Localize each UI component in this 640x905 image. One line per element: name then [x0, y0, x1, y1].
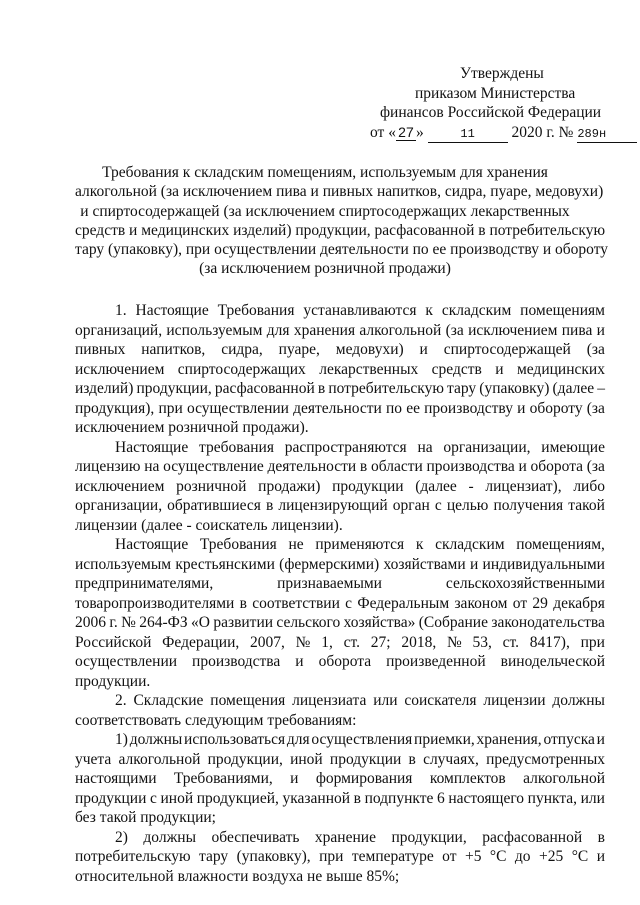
- body-word: признаваемыми: [277, 575, 382, 592]
- body-word: товаропроизводителями: [75, 594, 235, 612]
- body-word: 8417),: [529, 633, 570, 651]
- body-word: продукции,: [207, 750, 283, 768]
- body-word: законом: [454, 594, 508, 612]
- order-number: 289н: [577, 127, 637, 143]
- body-word: 53,: [472, 633, 492, 651]
- body-word: алкогольной: [523, 770, 605, 787]
- body-word: (Собрание: [418, 614, 488, 631]
- title-line: Требования к складским помещениям, используемым для хранения: [102, 164, 548, 181]
- body-word: для: [266, 321, 290, 339]
- body-line: [75, 516, 605, 536]
- body-word: устанавливаются: [303, 302, 417, 319]
- body-line: [75, 847, 605, 867]
- body-word: организации,: [75, 497, 163, 514]
- body-word: ст.: [343, 633, 360, 651]
- body-word: должны: [129, 731, 183, 748]
- body-word: декабря: [553, 594, 605, 612]
- body-word: от: [442, 848, 457, 865]
- body-word: (за: [586, 341, 605, 358]
- document-body: [75, 301, 605, 886]
- body-word: производству: [424, 399, 513, 417]
- body-word: получения: [493, 497, 564, 514]
- body-word: с: [345, 594, 353, 612]
- body-word: расфасованной: [482, 828, 583, 846]
- body-word: в: [408, 750, 416, 768]
- body-line: [75, 789, 605, 809]
- body-word: продукции: [329, 750, 402, 768]
- body-word: соответствовать следующим требованиям:: [75, 711, 357, 729]
- body-word: с: [434, 497, 442, 514]
- body-word: Требованиями,: [173, 770, 273, 787]
- approval-line-3: финансов Российской Федерации: [380, 104, 602, 121]
- body-word: законодательства: [491, 614, 605, 631]
- body-word: хранения,: [476, 731, 542, 748]
- body-line: [75, 555, 605, 575]
- body-word: в: [359, 458, 368, 475]
- body-word: °С: [571, 848, 589, 865]
- body-word: продукции: [75, 789, 147, 807]
- body-word: лицензиата: [292, 692, 367, 709]
- body-word: отпуска: [543, 731, 595, 748]
- body-word: исключением: [75, 477, 165, 495]
- body-word: и: [295, 653, 304, 670]
- body-word: алкогольной: [359, 321, 442, 339]
- body-word: крестьянскими: [175, 555, 275, 573]
- body-word: Настоящие: [115, 438, 189, 456]
- body-word: имеющие: [541, 438, 605, 456]
- body-line: [75, 321, 605, 341]
- title-line: (за исключением розничной продажи): [199, 260, 451, 278]
- body-word: 6: [436, 789, 445, 807]
- approval-stamp: [360, 64, 610, 143]
- body-word: и: [495, 360, 504, 378]
- approval-line-2: приказом Министерства: [415, 84, 576, 102]
- body-word: лицензиат),: [485, 477, 562, 495]
- body-line: [75, 672, 605, 692]
- body-word: Требования: [217, 302, 295, 319]
- body-word: орган: [392, 497, 430, 514]
- body-word: либо: [573, 477, 605, 495]
- body-word: 29: [532, 594, 548, 612]
- body-word: спиртосодержащих: [177, 360, 306, 378]
- body-word: 2): [115, 828, 128, 846]
- body-word: «О: [191, 614, 210, 631]
- body-word: винодельческой: [500, 653, 605, 670]
- body-word: комплектов: [429, 770, 506, 787]
- body-line: [75, 457, 605, 477]
- body-word: тару: [447, 380, 477, 397]
- body-word: медицинских: [516, 360, 605, 378]
- body-word: №: [121, 614, 136, 631]
- body-word: осуществление: [163, 458, 264, 475]
- body-word: иной: [160, 789, 194, 807]
- body-word: обратившиеся: [167, 497, 261, 514]
- body-line: [75, 867, 605, 887]
- body-word: применяются: [315, 536, 405, 553]
- body-line: [75, 594, 605, 614]
- body-word: области: [370, 458, 423, 475]
- body-word: для: [286, 731, 310, 748]
- body-line: [75, 769, 605, 789]
- body-word: соискателя: [404, 692, 477, 709]
- body-word: и: [596, 321, 605, 339]
- body-line: [75, 652, 605, 672]
- body-word: относительной влажности воздуха не выше 85%;: [75, 867, 400, 885]
- body-word: осуществлении: [186, 399, 289, 417]
- body-word: лекарственных: [319, 360, 419, 378]
- body-word: (упаковку),: [236, 848, 311, 865]
- body-word: хозяйствами: [383, 555, 466, 573]
- body-word: развитии: [213, 614, 274, 631]
- body-word: средств: [431, 360, 482, 378]
- body-word: лицензию: [75, 458, 141, 475]
- body-word: (за: [586, 399, 605, 417]
- title-line: тару (упаковку), при осуществлении деятельности по ее производству и обороту: [75, 241, 609, 259]
- body-word: индивидуальными: [482, 555, 605, 573]
- body-word: используемым: [75, 555, 172, 573]
- body-word: складским: [441, 302, 512, 319]
- body-word: должны: [552, 692, 605, 709]
- body-line: [75, 808, 605, 828]
- body-word: –: [597, 380, 605, 397]
- date-year: 2020 г. №: [511, 123, 574, 141]
- body-word: Складские: [133, 692, 204, 709]
- body-word: 1): [115, 731, 128, 748]
- body-word: от: [512, 594, 528, 612]
- body-word: и: [517, 399, 526, 417]
- body-word: (далее: [552, 380, 595, 397]
- body-word: спиртосодержащей: [443, 341, 571, 358]
- body-word: розничной: [176, 477, 247, 495]
- body-word: +5: [464, 848, 482, 865]
- body-line: [75, 691, 605, 711]
- body-word: подпункте: [364, 789, 434, 807]
- body-word: 264-ФЗ: [139, 614, 188, 631]
- body-word: лицензии: [483, 692, 546, 709]
- body-word: обороту: [529, 399, 583, 417]
- body-word: Настоящие: [115, 536, 189, 553]
- body-word: случаях,: [423, 750, 479, 768]
- body-word: 1,: [321, 633, 333, 651]
- date-month: 11: [428, 127, 508, 143]
- body-word: (фермерскими): [279, 555, 380, 573]
- body-word: напитков,: [141, 341, 206, 358]
- body-line: [75, 477, 605, 497]
- body-word: хранение: [314, 828, 376, 846]
- body-word: продукцией,: [196, 789, 279, 807]
- body-word: Федеральным: [357, 594, 450, 612]
- body-word: продукции.: [75, 672, 151, 690]
- body-word: складским: [435, 536, 505, 553]
- body-word: пивных: [75, 341, 126, 358]
- body-line: [75, 399, 605, 419]
- body-word: Федерации,: [162, 633, 240, 651]
- body-line: [75, 496, 605, 516]
- date-prefix: от «: [370, 123, 396, 141]
- body-word: Российской: [75, 633, 152, 651]
- body-word: г.: [109, 614, 118, 631]
- body-word: использоваться: [184, 731, 286, 748]
- body-word: не: [288, 536, 304, 553]
- body-word: в: [317, 380, 326, 397]
- body-line: [75, 438, 605, 458]
- body-word: обеспечивать: [211, 828, 300, 846]
- approval-date-line: [360, 123, 610, 143]
- body-line: [75, 750, 605, 770]
- body-word: пива: [561, 321, 593, 339]
- body-word: целью: [446, 497, 489, 514]
- body-word: 27;: [370, 633, 391, 651]
- body-word: пункта,: [527, 789, 578, 807]
- body-line: [75, 418, 605, 438]
- body-word: -: [468, 477, 474, 495]
- title-line: алкогольной (за исключением пива и пивных напитков, сидра, пуаре, медовухи): [75, 183, 604, 201]
- body-line: [75, 828, 605, 848]
- body-word: распространяются: [284, 438, 407, 456]
- body-word: 2007,: [250, 633, 285, 651]
- body-word: в: [239, 594, 247, 612]
- body-word: на: [144, 458, 160, 475]
- title-line: средств и медицинских изделий) продукции, расфасованной в потребительскую: [75, 221, 606, 239]
- body-word: лицензирующий: [278, 497, 388, 514]
- body-word: к: [415, 536, 424, 553]
- body-word: продукция),: [75, 399, 155, 417]
- body-word: (за: [586, 458, 605, 475]
- body-word: 2018,: [401, 633, 437, 651]
- body-line: [75, 379, 605, 399]
- body-word: приемки,: [414, 731, 475, 748]
- date-day: 27: [396, 125, 416, 141]
- body-word: (упаковку): [479, 380, 550, 397]
- body-word: требования: [199, 438, 274, 456]
- body-word: Настоящие: [135, 302, 209, 319]
- body-word: хранения: [293, 321, 356, 339]
- body-word: °С: [489, 848, 507, 865]
- body-word: продукции: [332, 477, 404, 495]
- body-word: формирования: [315, 770, 413, 787]
- body-word: организаций,: [75, 321, 163, 339]
- body-word: и: [469, 555, 479, 573]
- body-word: хозяйства»: [343, 614, 416, 631]
- body-word: производства: [192, 653, 281, 670]
- body-word: организации,: [443, 438, 531, 456]
- body-word: алкогольной: [118, 750, 201, 768]
- body-word: и: [419, 341, 428, 358]
- body-word: продукции,: [391, 828, 467, 846]
- body-word: расфасованной: [214, 380, 315, 397]
- body-word: №: [295, 633, 311, 651]
- body-word: иной: [290, 750, 323, 768]
- body-word: исключением розничной продажи).: [75, 419, 309, 436]
- date-day-close: »: [415, 123, 424, 141]
- body-word: и: [596, 731, 605, 748]
- body-word: 2006: [75, 614, 106, 631]
- body-word: (далее: [415, 477, 457, 495]
- body-word: потребительскую: [75, 848, 191, 865]
- body-word: медовухи): [335, 341, 404, 358]
- body-word: помещениям,: [516, 536, 605, 553]
- body-word: продажи): [258, 477, 321, 495]
- body-word: №: [446, 633, 462, 651]
- body-line: [75, 730, 605, 750]
- body-word: предусмотренных: [486, 750, 605, 768]
- body-word: сельского: [276, 614, 341, 631]
- body-word: и: [596, 848, 605, 865]
- body-word: сидра,: [221, 341, 263, 358]
- body-word: производства: [426, 458, 515, 475]
- body-word: к: [425, 302, 433, 319]
- body-word: в: [353, 789, 361, 807]
- body-word: при: [580, 633, 605, 651]
- body-word: 1.: [115, 302, 127, 319]
- body-word: тару: [199, 848, 229, 865]
- body-line: [75, 340, 605, 360]
- body-word: в: [265, 497, 274, 514]
- body-word: настоящего: [448, 789, 525, 807]
- body-word: помещения: [210, 692, 286, 709]
- body-word: предпринимателями,: [75, 575, 214, 592]
- body-word: с: [150, 789, 157, 807]
- body-word: (за: [445, 321, 464, 339]
- body-word: при: [158, 399, 183, 417]
- body-word: до: [514, 848, 531, 865]
- body-word: ее: [406, 399, 420, 417]
- body-word: и: [518, 458, 527, 475]
- body-line: [75, 360, 605, 380]
- body-word: настоящими: [75, 770, 157, 787]
- body-word: учета: [75, 750, 112, 768]
- body-word: исключением: [75, 360, 165, 378]
- body-word: +25: [539, 848, 564, 865]
- body-word: Требования: [199, 536, 277, 553]
- body-word: потребительскую: [328, 380, 444, 397]
- body-word: указанной: [282, 789, 351, 807]
- body-word: по: [386, 399, 403, 417]
- body-word: или: [580, 789, 605, 807]
- body-word: помещениям: [520, 302, 605, 319]
- body-word: исключением: [468, 321, 558, 339]
- body-word: температуре: [351, 848, 434, 865]
- body-word: продукции,: [136, 380, 212, 397]
- body-word: при: [319, 848, 344, 865]
- body-word: или: [373, 692, 398, 709]
- body-word: пуаре,: [278, 341, 320, 358]
- body-line: [75, 613, 605, 633]
- body-word: без такой продукции;: [75, 809, 216, 826]
- body-word: деятельности: [293, 399, 382, 417]
- approval-line-1: Утверждены: [460, 65, 544, 82]
- body-line: [75, 633, 605, 653]
- body-word: должны: [143, 828, 197, 846]
- body-word: 2.: [115, 692, 127, 709]
- body-word: деятельности: [267, 458, 357, 475]
- body-word: соответствии: [252, 594, 340, 612]
- body-word: и: [290, 770, 299, 787]
- body-word: произведенной: [386, 653, 486, 670]
- body-word: лицензии (далее - соискатель лицензии).: [75, 516, 343, 534]
- body-line: [75, 301, 605, 321]
- body-word: сельскохозяйственными: [445, 575, 605, 592]
- document-title: [75, 163, 609, 279]
- body-word: используемым: [166, 321, 263, 339]
- body-word: осуществлении: [75, 653, 178, 670]
- body-word: такой: [568, 497, 605, 514]
- body-line: [75, 574, 605, 594]
- body-word: в: [597, 828, 605, 846]
- body-word: ст.: [502, 633, 520, 651]
- body-word: осуществления: [311, 731, 413, 748]
- title-line: и спиртосодержащей (за исключением спиртосодержащих лекарственных: [80, 202, 570, 220]
- body-line: [75, 535, 605, 555]
- body-word: на: [417, 438, 433, 456]
- body-word: оборота: [530, 458, 584, 475]
- body-line: [75, 711, 605, 731]
- body-word: оборота: [318, 653, 372, 670]
- body-word: изделий): [75, 380, 134, 397]
